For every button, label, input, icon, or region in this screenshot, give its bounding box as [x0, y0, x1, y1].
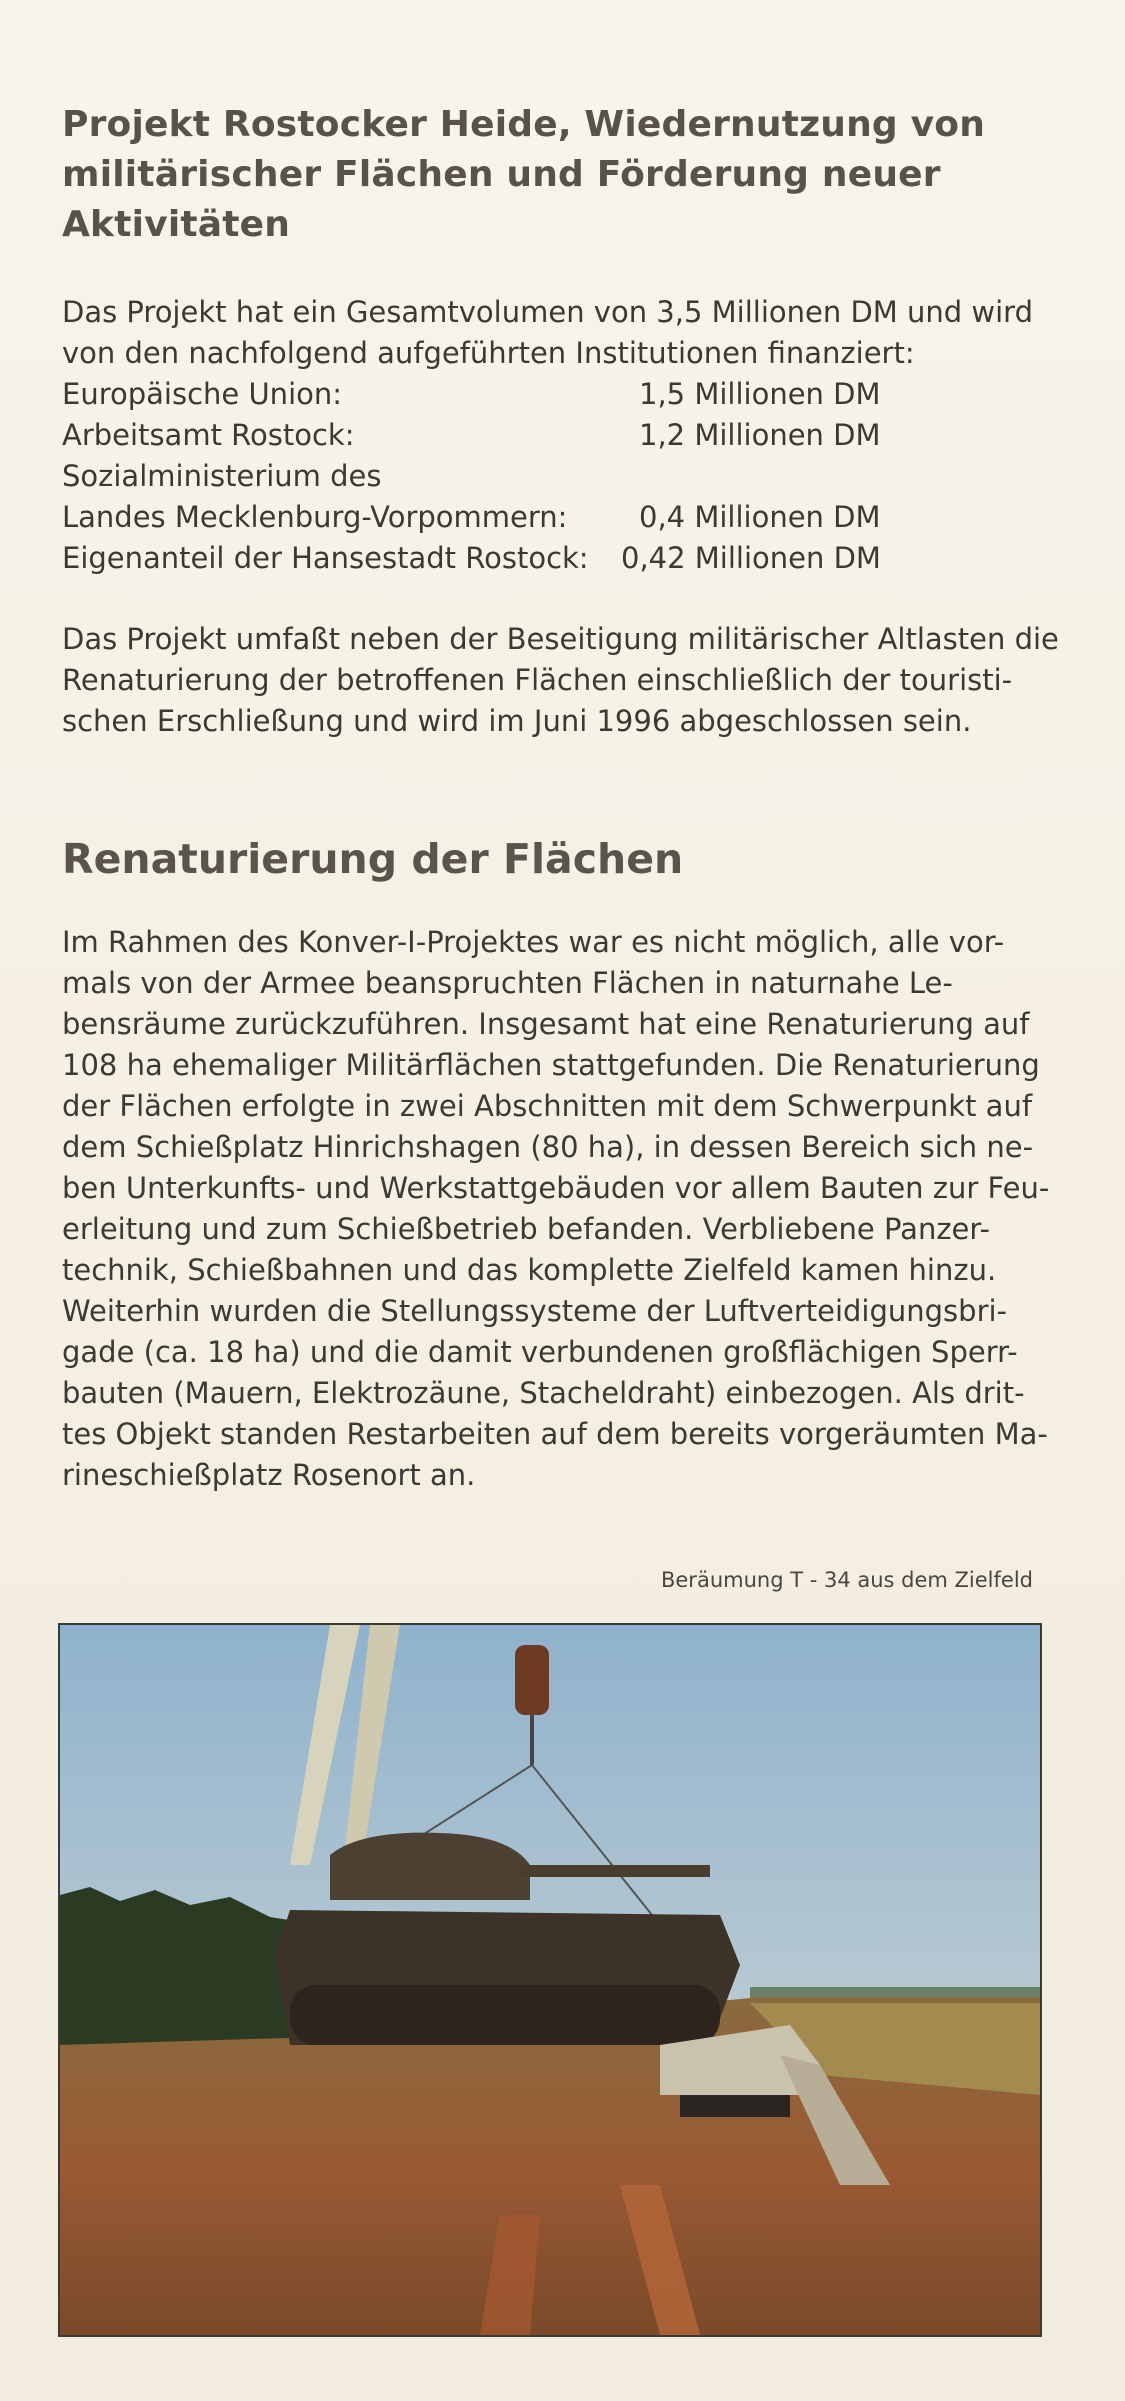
body-line: der Flächen erfolgte in zwei Abschnitten mit dem Schwerpunkt auf	[62, 1089, 1033, 1123]
body-line: erleitung und zum Schießbetrieb befanden. Verbliebene Panzer-	[62, 1212, 990, 1246]
body-line: mals von der Armee beanspruchten Flächen in naturnahe Le-	[62, 966, 953, 1000]
body-line: rineschießplatz Rosenort an.	[62, 1458, 476, 1492]
body-line: ben Unterkunfts- und Werkstattgebäuden vor allem Bauten zur Feu-	[62, 1171, 1050, 1205]
body-line: bensräume zurückzuführen. Insgesamt hat eine Renaturierung auf	[62, 1007, 1030, 1041]
funding-label: Sozialministerium des	[62, 459, 382, 493]
tank-removal-photo	[58, 1623, 1042, 2337]
body-line: 108 ha ehemaliger Militärflächen stattgefunden. Die Renaturierung	[62, 1048, 1040, 1082]
section-heading: Renaturierung der Flächen	[62, 835, 684, 883]
photo-caption: Beräumung T - 34 aus dem Zielfeld	[660, 1568, 1033, 1592]
funding-row	[62, 374, 1062, 415]
intro-line: Das Projekt hat ein Gesamtvolumen von 3,5 Millionen DM und wird	[62, 295, 1034, 329]
funding-amount: 1,5 Millionen DM	[639, 377, 881, 411]
scope-line: schen Erschließung und wird im Juni 1996 abgeschlossen sein.	[62, 704, 972, 738]
project-title-line: Projekt Rostocker Heide, Wiedernutzung von	[62, 104, 986, 145]
funding-row	[62, 456, 1062, 497]
photo-illustration	[60, 1625, 1040, 2335]
funding-label: Arbeitsamt Rostock:	[62, 418, 355, 452]
body-line: dem Schießplatz Hinrichshagen (80 ha), in dessen Bereich sich ne-	[62, 1130, 1034, 1164]
body-line: Im Rahmen des Konver-I-Projektes war es nicht möglich, alle vor-	[62, 925, 1005, 959]
project-intro	[62, 292, 1062, 374]
body-line: bauten (Mauern, Elektrozäune, Stacheldraht) einbezogen. Als drit-	[62, 1376, 1025, 1410]
scope-line: Renaturierung der betroffenen Flächen einschließlich der touristi-	[62, 663, 1013, 697]
project-title-line: militärischer Flächen und Förderung neuer	[62, 154, 941, 195]
body-line: gade (ca. 18 ha) und die damit verbundenen großflächigen Sperr-	[62, 1335, 1018, 1369]
funding-amount: 1,2 Millionen DM	[639, 418, 881, 452]
funding-amount: 0,42 Millionen DM	[621, 541, 881, 575]
body-line: tes Objekt standen Restarbeiten auf dem bereits vorgeräumten Ma-	[62, 1417, 1048, 1451]
project-title-line: Aktivitäten	[62, 204, 291, 245]
funding-label: Europäische Union:	[62, 377, 343, 411]
funding-row	[62, 415, 1062, 456]
funding-list	[62, 374, 1062, 579]
funding-row	[62, 497, 1062, 538]
renaturierung-text	[62, 922, 1062, 1496]
scope-line: Das Projekt umfaßt neben der Beseitigung militärischer Altlasten die	[62, 622, 1059, 656]
funding-label: Landes Mecklenburg-Vorpommern:	[62, 500, 568, 534]
project-scope	[62, 619, 1062, 742]
body-line: Weiterhin wurden die Stellungssysteme der Luftverteidigungsbri-	[62, 1294, 1008, 1328]
intro-line: von den nachfolgend aufgeführten Institutionen finanziert:	[62, 336, 915, 370]
body-line: technik, Schießbahnen und das komplette Zielfeld kamen hinzu.	[62, 1253, 997, 1287]
funding-row	[62, 538, 1062, 579]
funding-label: Eigenanteil der Hansestadt Rostock:	[62, 541, 589, 575]
project-title	[62, 100, 1062, 250]
content	[62, 100, 1062, 1496]
funding-amount	[617, 456, 1062, 497]
funding-amount: 0,4 Millionen DM	[639, 500, 881, 534]
